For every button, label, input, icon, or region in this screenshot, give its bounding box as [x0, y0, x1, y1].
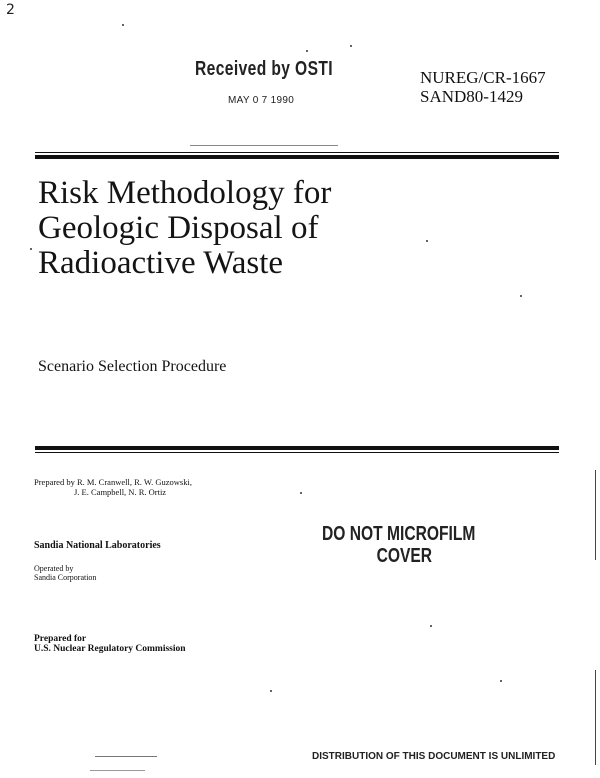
distribution-notice: DISTRIBUTION OF THIS DOCUMENT IS UNLIMITED: [312, 751, 556, 762]
scan-speck: [30, 248, 32, 250]
document-subtitle: Scenario Selection Procedure: [38, 358, 227, 375]
received-stamp-title: Received by OSTI: [195, 58, 334, 80]
top-rule-thick: [35, 155, 559, 159]
operated-by-line-1: Operated by: [34, 564, 74, 573]
microfilm-stamp: [322, 523, 475, 567]
prepared-by: [34, 477, 192, 497]
scan-speck: [270, 690, 272, 692]
operated-by: [34, 564, 96, 582]
scribble-line: [190, 145, 338, 146]
scan-edge-line: [595, 470, 596, 560]
top-rule-thin: [35, 152, 559, 153]
prepared-for: [34, 634, 186, 654]
prepared-by-line-1: Prepared by R. M. Cranwell, R. W. Guzowski,: [34, 477, 192, 487]
title-line-1: Risk Methodology for: [38, 175, 332, 211]
report-number-sand: SAND80-1429: [420, 87, 523, 106]
mid-rule-thick: [35, 446, 559, 450]
scan-speck: [500, 680, 502, 682]
report-numbers: [420, 68, 546, 106]
scan-speck: [430, 625, 432, 627]
operated-by-line-2: Sandia Corporation: [34, 573, 97, 582]
title-line-3: Radioactive Waste: [38, 245, 284, 281]
scan-speck: [122, 24, 124, 26]
scan-speck: [520, 295, 522, 297]
scan-speck: [426, 240, 428, 242]
scribble-bottom-2: [90, 770, 145, 771]
microfilm-stamp-line-2: COVER: [376, 545, 433, 567]
report-number-nureg: NUREG/CR-1667: [420, 68, 546, 87]
title-line-2: Geologic Disposal of: [38, 210, 319, 246]
mid-rule-thin: [35, 452, 559, 453]
scan-edge-line: [595, 670, 596, 765]
corner-mark: 2: [6, 2, 15, 18]
scan-speck: [300, 492, 302, 494]
document-title: [38, 176, 331, 281]
scan-speck: [306, 50, 308, 52]
prepared-for-line-2: U.S. Nuclear Regulatory Commission: [34, 644, 186, 654]
scribble-bottom-1: [95, 756, 157, 757]
scan-speck: [350, 45, 352, 47]
prepared-by-line-2: J. E. Campbell, N. R. Ortiz: [74, 487, 167, 497]
received-stamp-date: MAY 0 7 1990: [228, 95, 295, 106]
organization: Sandia National Laboratories: [34, 540, 161, 551]
prepared-for-line-1: Prepared for: [34, 634, 87, 644]
microfilm-stamp-line-1: DO NOT MICROFILM: [322, 523, 476, 545]
